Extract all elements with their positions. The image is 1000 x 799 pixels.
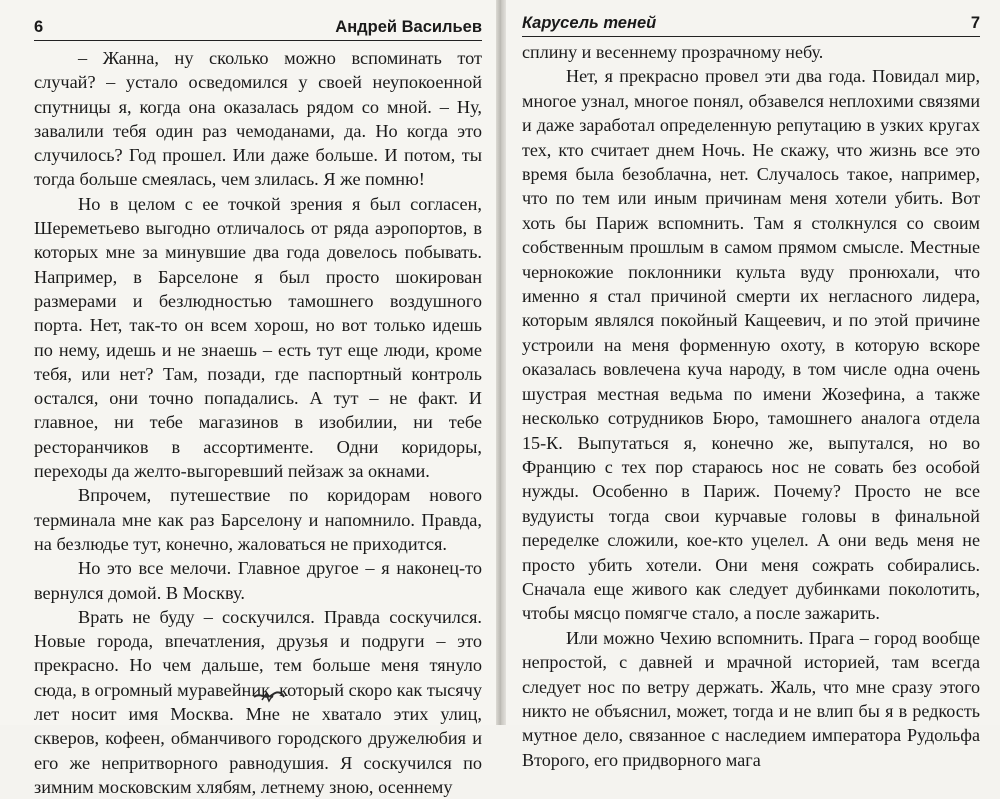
right-running-head — [522, 14, 980, 37]
right-continuation-line: сплину и весеннему прозрачному небу. — [522, 42, 824, 62]
left-paragraph-3: Впрочем, путешествие по коридорам нового терминала мне как раз Барселону и напомнило. Правда, на безлюдье тут, конечно, жаловаться не приходится. — [34, 485, 482, 554]
left-paragraph-5: Врать не буду – соскучился. Правда соскучился. Новые города, впечатления, друзья и подруги – это прекрасно. Но чем дальше, тем больше меня тянуло сюда, в огромный муравейник, который скоро как тысячу лет носит имя Москва. Мне не хватало этих улиц, скверов, кофеен, обманчивого городского дружелюбия и его же непритворного равнодушия. Я соскучился по зимним московским хлябям, летнему зною, осеннему — [34, 606, 483, 797]
left-paragraph-2: Но в целом с ее точкой зрения я был согласен, Шереметьево выгодно отличалось от ряда аэропортов, в которых мне за минувшие два года довелось побывать. Например, в Барселоне я был просто шокирован размерами и безлюдностью тамошнего воздушного порта. Нет, так-то он всем хорош, но вот только идешь по нему, идешь и не знаешь – есть тут еще люди, кроме тебя, или нет? Там, позади, где паспортный контроль остался, они точно попадались. А тут – не факт. И главное, ни тебе магазинов в изобилии, ни тебе ресторанчиков в ассортименте. Одни коридоры, переходы да желто-выгоревший пейзаж за окнами. — [34, 193, 482, 482]
book-gutter — [496, 0, 506, 725]
right-page-text — [522, 40, 980, 772]
right-running-title: Карусель теней — [522, 14, 657, 32]
ink-smudge-icon — [252, 688, 286, 704]
left-page-number: 6 — [34, 18, 44, 36]
left-running-head — [34, 18, 482, 41]
left-paragraph-1: – Жанна, ну сколько можно вспоминать тот случай? – устало осведомился у своей неупокоенной спутницы я, когда она оказалась рядом со мной. – Ну, завалили тебя один раз чемоданами, да. Но когда это случилось? Год прошел. Или даже больше. И потом, ты тогда больше смеялась, чем злилась. Я же помню! — [34, 48, 482, 190]
right-page-number: 7 — [970, 14, 980, 32]
left-page-text — [34, 46, 482, 799]
left-paragraph-4: Но это все мелочи. Главное другое – я наконец-то вернулся домой. В Москву. — [34, 558, 482, 603]
left-page — [0, 0, 496, 797]
left-running-title: Андрей Васильев — [335, 18, 482, 36]
right-paragraph-1: Нет, я прекрасно провел эти два года. Повидал мир, многое узнал, многое понял, обзавелся неплохими связями и даже заработал определенную репутацию в узких кругах тех, кто считает днем Ночь. Не скажу, что жизнь все это время была безоблачна, нет. Случалось такое, например, что по тем или иным причинам меня хотели убить. Вот хоть бы Париж вспомнить. Там я столкнулся со своим собственным прошлым в самом прямом смысле. Местные чернокожие поклонники культа вуду пронюхали, что именно я стал причиной смерти их негласного лидера, которым являлся покойный Кащеевич, и по этой причине устроили на меня форменную охоту, в которую вскоре оказалась вовлечена куча народу, в том числе одна очень шустрая местная ведьма по имени Жозефина, а также несколько сотрудников Бюро, тамошнего аналога отдела 15-К. Выпутаться я, конечно же, выпутался, но во Францию с тех пор стараюсь нос не совать без особой нужды. Особенно в Париж. Почему? Просто не все вудуисты тогда свои курчавые головы в финальной переделке сложили, кое-кто уцелел. А они ведь меня не просто убить хотели. Они меня сожрать собирались. Сначала еще живого как следует дубинками поколотить, чтобы мясцо помягче стало, а после зажарить. — [522, 66, 980, 624]
right-paragraph-2: Или можно Чехию вспомнить. Прага – город вообще непростой, с давней и мрачной историей, там всегда следует нос по ветру держать. Жаль, что мне сразу этого никто не объяснил, может, тогда и не влип бы я в редкость мутное дело, связанное с наследием императора Рудольфа Второго, его придворного мага — [522, 627, 980, 770]
right-page — [506, 0, 1000, 770]
